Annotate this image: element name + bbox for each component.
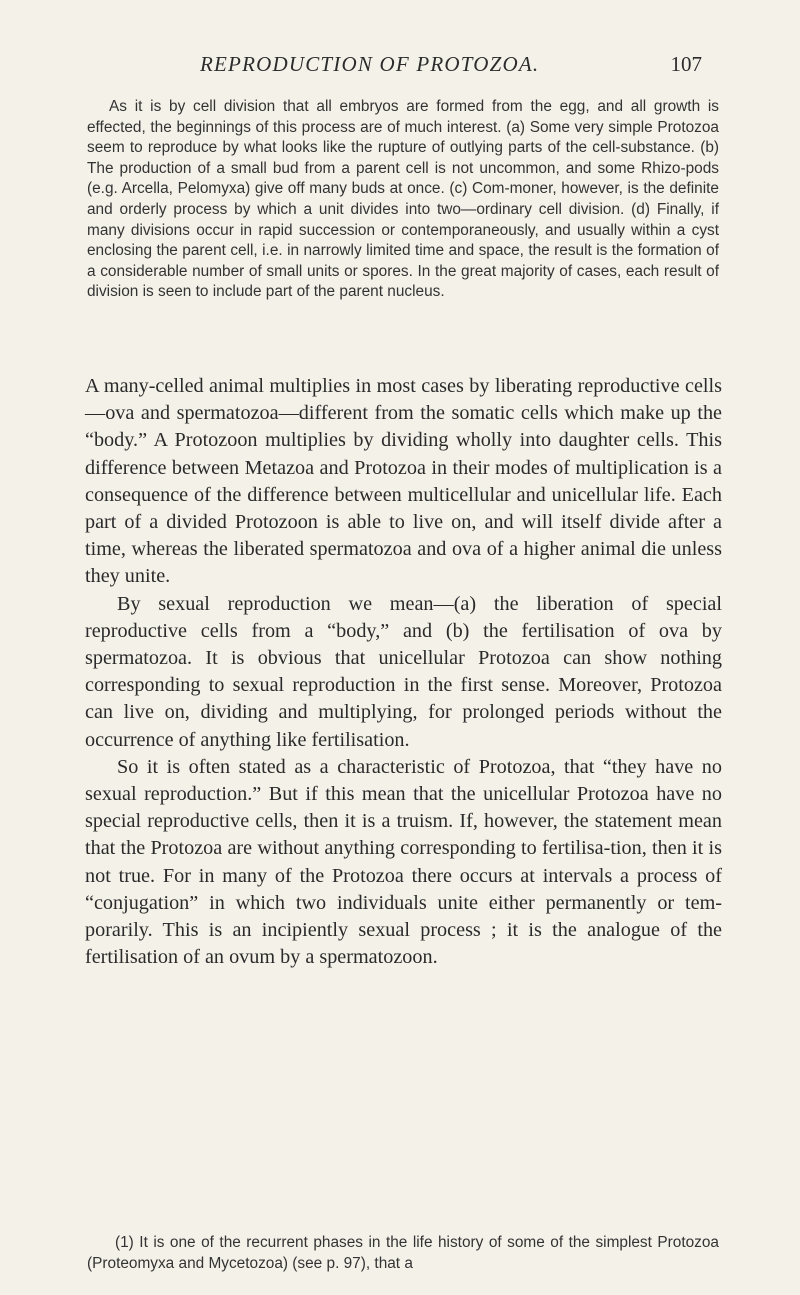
- paragraph-metazoa-multiplication: A many-celled animal multiplies in most cases by liberating reproductive cells—ova and spermatozoa—different from the somatic cells which make up the “body.” A Protozoon multiplies by dividing wholly into daughter cells. This difference between Metazoa and Protozoa in their modes of multiplication is a consequence of the difference between multicellular and unicellular life. Each part of a divided Protozoon is able to live on, and will itself divide after a time, whereas the liberated spermatozoa and ova of a higher animal die unless they unite.: [85, 375, 722, 588]
- paragraph-conjugation: So it is often stated as a characteristic of Protozoa, that “they have no sexual reproduction.” But if this mean that the unicellular Protozoa have no special reproductive cells, then it is a truism. If, however, the statement mean that the Protozoa are without anything corresponding to fertilisa-tion, then it is not true. For in many of the Protozoa there occurs at intervals a process of “conjugation” in which two individuals unite either permanently or tem-porarily. This is an incipiently sexual process ; it is the analogue of the fertilisation of an ovum by a spermatozoon.: [85, 755, 722, 969]
- main-text: [85, 373, 722, 971]
- page-number: 107: [670, 52, 702, 76]
- footnote: (1) It is one of the recurrent phases in the life history of some of the simplest Protozoa (Proteomyxa and Mycetozoa) (see p. 97), that a: [87, 1234, 719, 1272]
- small-print-paragraph: As it is by cell division that all embryos are formed from the egg, and all growth is effected, the beginnings of this process are of much interest. (a) Some very simple Protozoa seem to reproduce by what looks like the rupture of outlying parts of the cell-substance. (b) The production of a small bud from a parent cell is not uncommon, and some Rhizo-pods (e.g. Arcella, Pelomyxa) give off many buds at once. (c) Com-moner, however, is the definite and orderly process by which a unit divides into two—ordinary cell division. (d) Finally, if many divisions occur in rapid succession or contemporaneously, and usually within a cyst enclosing the parent cell, i.e. in narrowly limited time and space, the result is the formation of a considerable number of small units or spores. In the great majority of cases, each result of division is seen to include part of the parent nucleus.: [87, 98, 719, 301]
- running-title: REPRODUCTION OF PROTOZOA.: [200, 52, 540, 76]
- running-head: [0, 52, 800, 82]
- paragraph-sexual-reproduction: By sexual reproduction we mean—(a) the liberation of special reproductive cells from a “body,” and (b) the fertilisation of ova by spermatozoa. It is obvious that unicellular Protozoa can show nothing corresponding to sexual reproduction in the first sense. Moreover, Protozoa can live on, dividing and multiplying, for prolonged periods without the occurrence of anything like fertilisation.: [85, 592, 722, 751]
